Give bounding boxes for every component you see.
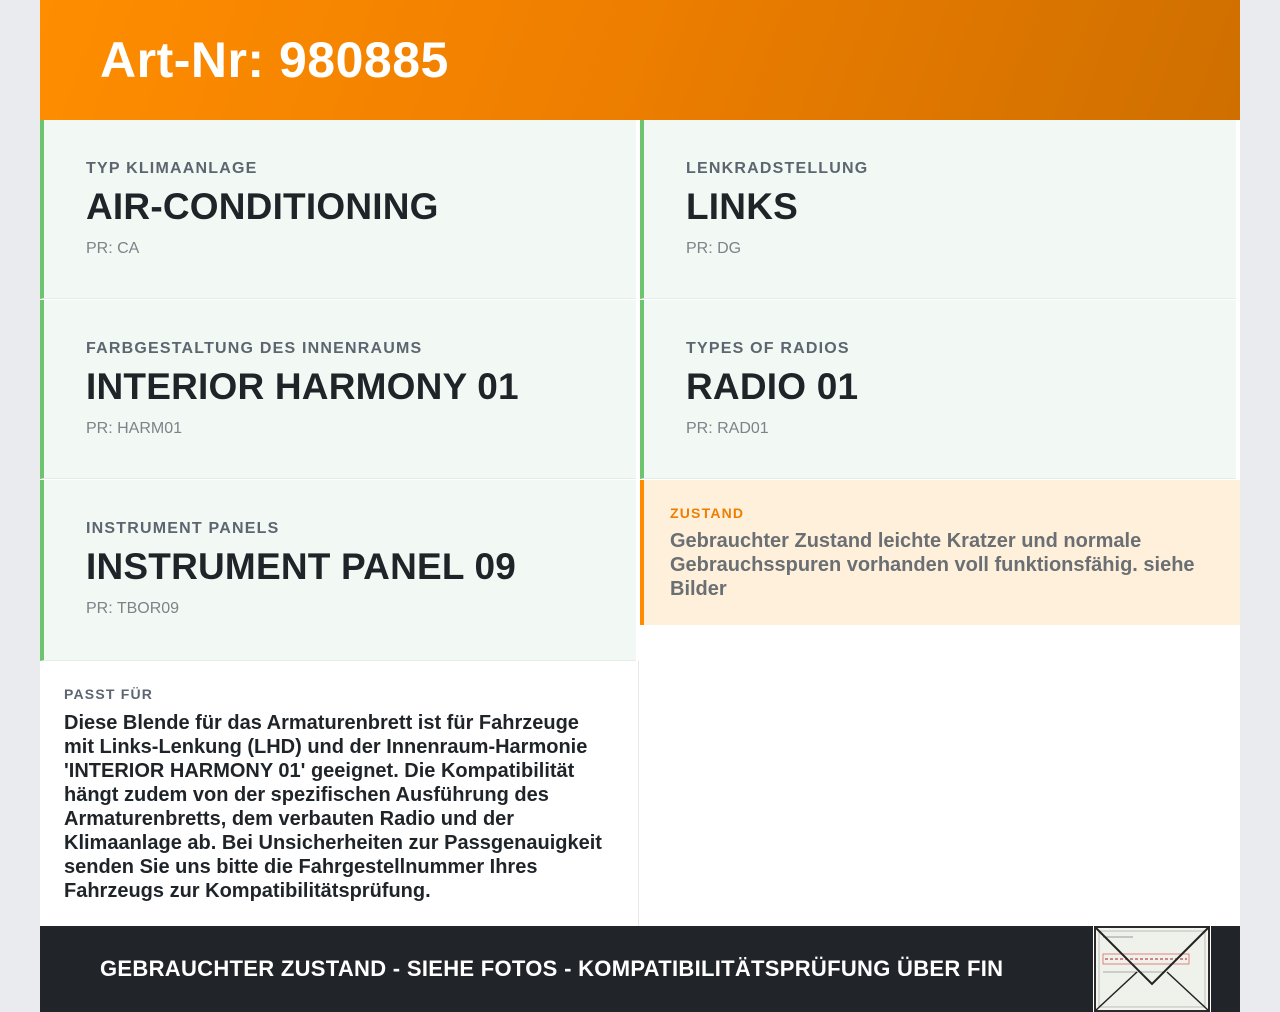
spec-label: LENKRADSTELLUNG — [686, 160, 869, 177]
spec-card-air-conditioning — [40, 120, 636, 299]
condition-text: Gebrauchter Zustand leichte Kratzer und normale Gebrauchsspuren vorhanden voll funktionsfähig. siehe Bilder — [670, 530, 1195, 600]
spec-code: PR: RAD01 — [686, 420, 769, 437]
page — [40, 0, 1240, 1012]
compatibility-text: Diese Blende für das Armaturenbrett ist für Fahrzeuge mit Links-Lenkung (LHD) und der Innenraum-Harmonie 'INTERIOR HARMONY 01' geeignet. Die Kompatibilität hängt zudem von der spezifischen Ausführung des Armaturenbretts, dem verbauten Radio und der Klimaanlage ab. Bei Unsicherheiten zur Passgenauigkeit senden Sie uns bitte die Fahrgestellnummer Ihres Fahrzeugs zur Kompatibilitätsprüfung. — [64, 712, 602, 902]
spec-code: PR: CA — [86, 240, 140, 257]
compatibility-section — [40, 661, 639, 926]
condition-box — [640, 480, 1240, 625]
spec-value: INSTRUMENT PANEL 09 — [86, 546, 517, 587]
spec-card-instrument-panel — [40, 480, 636, 661]
spec-code: PR: DG — [686, 240, 742, 257]
spec-value: AIR-CONDITIONING — [86, 186, 439, 227]
spec-value: LINKS — [686, 186, 798, 227]
condition-label: ZUSTAND — [670, 505, 745, 521]
spec-label: INSTRUMENT PANELS — [86, 520, 280, 537]
spec-card-interior-color — [40, 300, 636, 479]
envelope-document-icon — [1093, 926, 1211, 1012]
spec-label: FARBGESTALTUNG DES INNENRAUMS — [86, 340, 423, 357]
spec-grid — [40, 120, 1240, 926]
spec-card-steering — [640, 120, 1236, 299]
spec-value: INTERIOR HARMONY 01 — [86, 366, 519, 407]
page-title: Art-Nr: 980885 — [100, 32, 449, 88]
header — [40, 0, 1240, 120]
spec-value: RADIO 01 — [686, 366, 859, 407]
footer-banner — [40, 926, 1240, 1012]
spec-card-radio — [640, 300, 1236, 479]
compatibility-label: PASST FÜR — [64, 686, 154, 702]
spec-code: PR: TBOR09 — [86, 600, 180, 617]
spec-code: PR: HARM01 — [86, 420, 183, 437]
spec-label: TYP KLIMAANLAGE — [86, 160, 258, 177]
footer-text: GEBRAUCHTER ZUSTAND - SIEHE FOTOS - KOMPATIBILITÄTSPRÜFUNG ÜBER FIN — [100, 956, 1004, 981]
spec-label: TYPES OF RADIOS — [686, 340, 850, 357]
